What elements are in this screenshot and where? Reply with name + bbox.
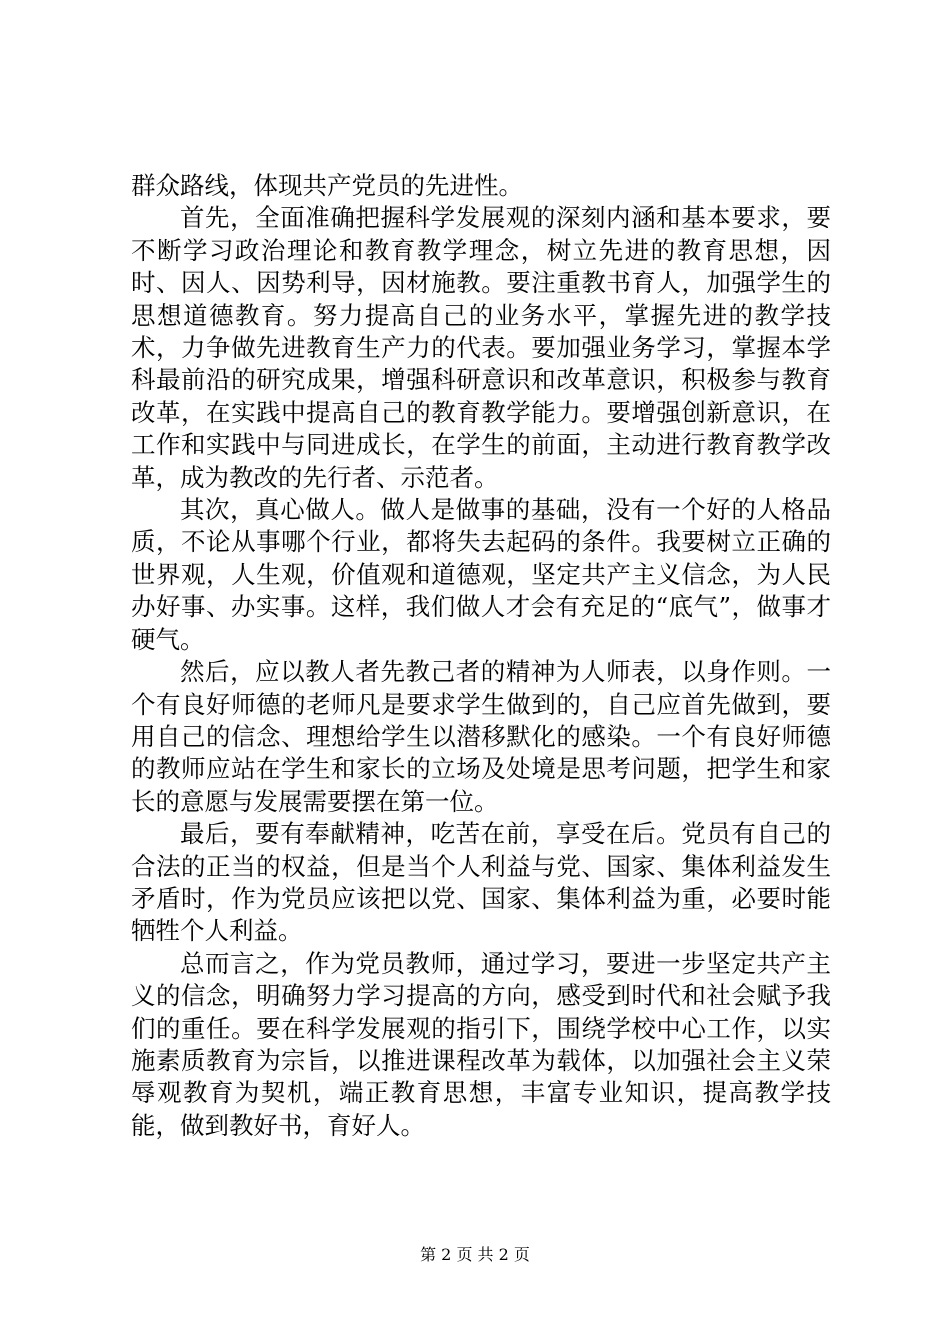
paragraph-2: 首先，全面准确把握科学发展观的深刻内涵和基本要求，要不断学习政治理论和教育教学理念，树立先进的教育思想，因时、因人、因势利导，因材施教。要注重教书育人，加强学生的思想道德教育。努力提高自己的业务水平，掌握先进的教学技术，力争做先进教育生产力的代表。要加强业务学习，掌握本学科最前沿的研究成果，增强科研意识和改革意识，积极参与教育改革，在实践中提高自己的教育教学能力。要增强创新意识，在工作和实践中与同进成长，在学生的前面，主动进行教育教学改革，成为教改的先行者、示范者。 — [131, 203, 831, 492]
paragraph-3: 其次，真心做人。做人是做事的基础，没有一个好的人格品质，不论从事哪个行业，都将失去起码的条件。我要树立正确的世界观，人生观，价值观和道德观，坚定共产主义信念，为人民办好事、办实事。这样，我们做人才会有充足的“底气”，做事才硬气。 — [131, 495, 831, 654]
paragraph-1: 群众路线，体现共产党员的先进性。 — [131, 171, 523, 200]
paragraph-4: 然后，应以教人者先教己者的精神为人师表，以身作则。一个有良好师德的老师凡是要求学生做到的，自己应首先做到，要用自己的信念、理想给学生以潜移默化的感染。一个有良好师德的教师应站在学生和家长的立场及处境是思考问题，把学生和家长的意愿与发展需要摆在第一位。 — [131, 657, 831, 816]
page-number-footer: 第 2 页 共 2 页 — [420, 1245, 530, 1264]
paragraph-6: 总而言之，作为党员教师，通过学习，要进一步坚定共产主义的信念，明确努力学习提高的方向，感受到时代和社会赋予我们的重任。要在科学发展观的指引下，围绕学校中心工作，以实施素质教育为宗旨，以推进课程改革为载体，以加强社会主义荣辱观教育为契机，端正教育思想，丰富专业知识，提高教学技能，做到教好书，育好人。 — [131, 948, 831, 1140]
paragraph-5: 最后，要有奉献精神，吃苦在前，享受在后。党员有自己的合法的正当的权益，但是当个人利益与党、国家、集体利益发生矛盾时，作为党员应该把以党、国家、集体利益为重，必要时能牺牲个人利益。 — [131, 819, 831, 946]
document-body — [131, 170, 831, 1142]
